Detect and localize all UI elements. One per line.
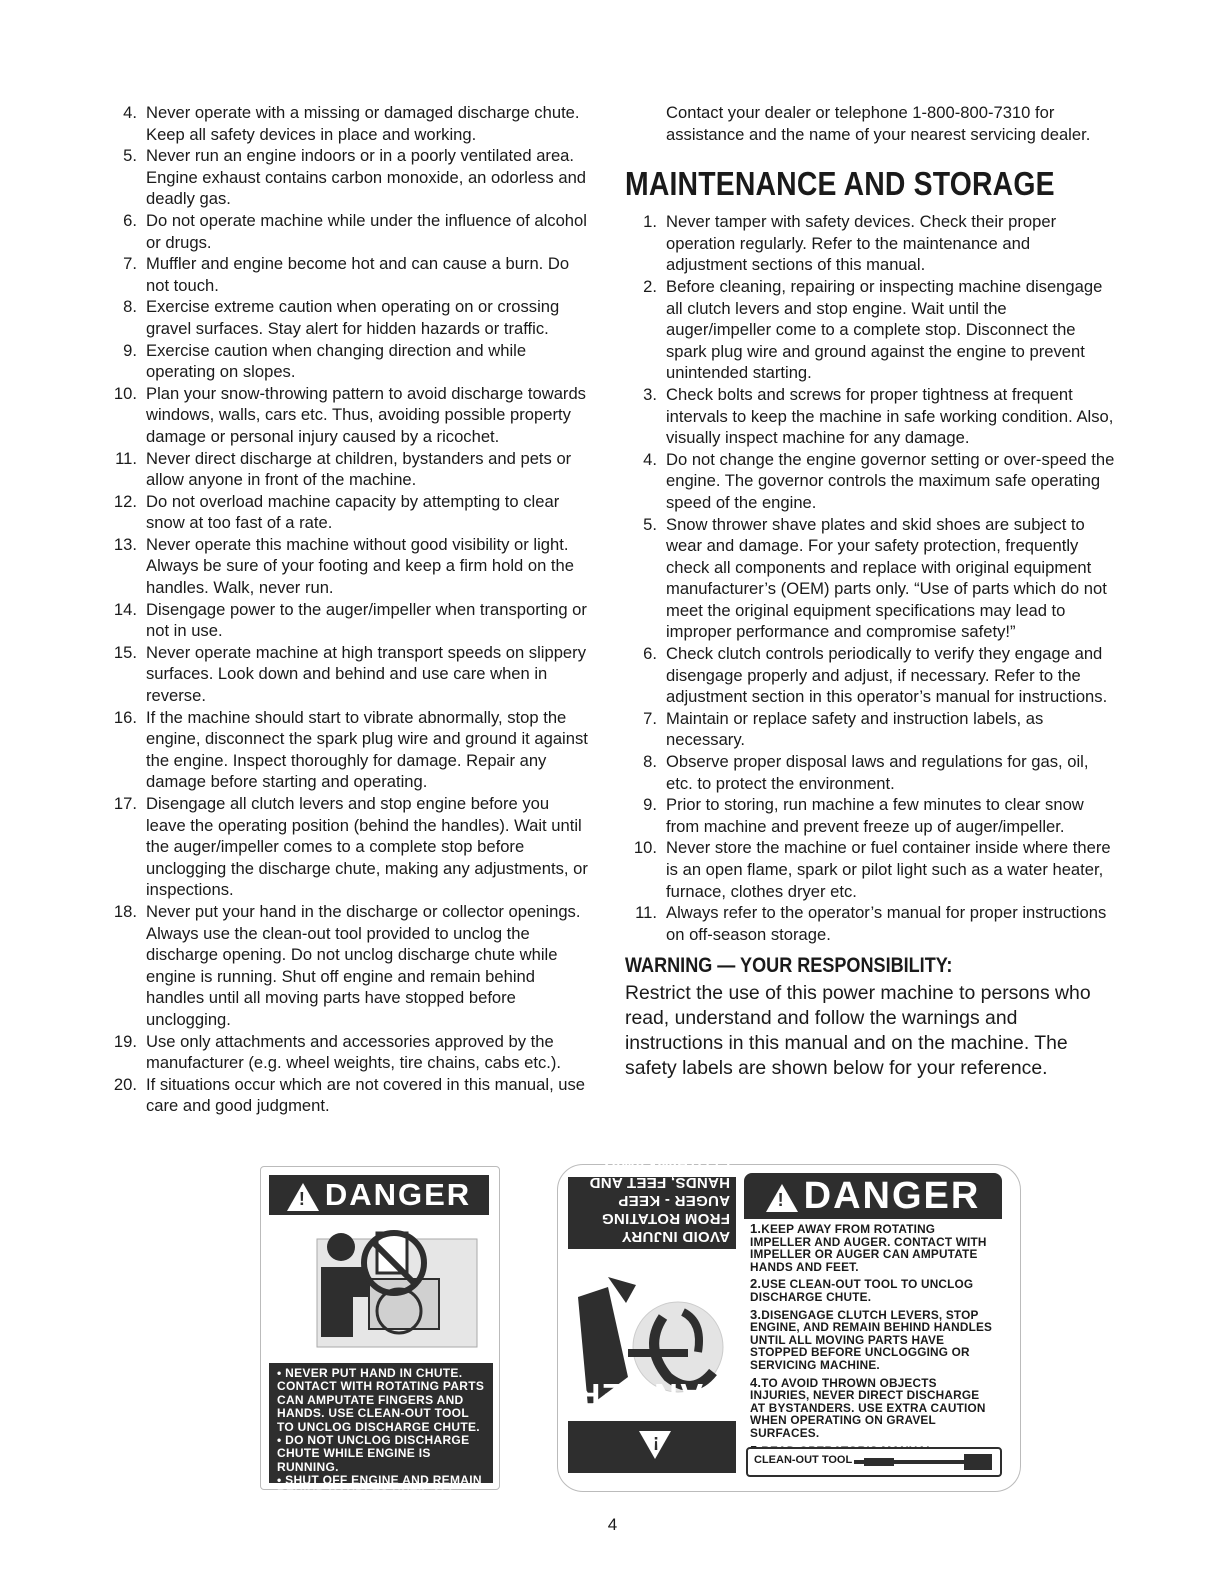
list-item-text: Check clutch controls periodically to verify they engage and disengage properly and adjust, if necessary. Refer to the adjustment section in this operator’s manual for instructions. — [666, 644, 1108, 707]
list-item-number: 5. — [643, 514, 657, 534]
list-item-number: 12. — [113, 491, 137, 511]
label-left-instructions — [269, 1363, 493, 1528]
list-item-text: Plan your snow-throwing pattern to avoid discharge towards windows, walls, cars etc. Thus, avoiding possible property damage or personal injury caused by a ricochet. — [146, 383, 586, 446]
danger-label-chute — [260, 1166, 500, 1528]
warning-heading: WARNING — YOUR RESPONSIBILITY: — [625, 954, 953, 978]
list-item-number: 10. — [113, 383, 137, 403]
list-item-text: Exercise caution when changing direction and while operating on slopes. — [146, 340, 527, 382]
clean-out-tool-label: CLEAN-OUT TOOL — [754, 1454, 853, 1466]
list-item — [105, 253, 593, 296]
list-item — [105, 296, 593, 339]
danger-banner: ! DANGER — [269, 1175, 489, 1215]
list-item-text: Exercise extreme caution when operating on or crossing gravel surfaces. Stay alert for hidden hazards or traffic. — [146, 297, 560, 338]
list-item-text: Before cleaning, repairing or inspecting machine disengage all clutch levers and stop engine. Wait until the auger/impeller come to a complete stop. Disconnect the spark plug wire and ground against the engine to prevent unintended starting. — [666, 276, 1103, 383]
list-item-number: 13. — [113, 534, 137, 554]
list-item-number: 16. — [113, 707, 137, 727]
safety-rules-list — [105, 102, 593, 1117]
list-item-number: 11. — [635, 903, 657, 923]
list-item — [625, 276, 1115, 384]
list-item-text: Always refer to the operator’s manual for proper instructions on off-season storage. — [666, 903, 1107, 944]
clean-out-tool-box — [746, 1447, 1002, 1477]
list-item — [625, 751, 1115, 794]
list-item — [625, 514, 1115, 644]
list-item — [625, 211, 1115, 276]
list-item-text: Never run an engine indoors or in a poorly ventilated area. Engine exhaust contains carbon monoxide, an odorless and deadly gas. — [146, 146, 587, 209]
list-item-text: Never put your hand in the discharge or collector openings. Always use the clean-out tool provided to unclog the discharge opening. Do not unclog discharge chute while engine is running. Shut off engine and remain behind handles until all moving parts have stopped before unclogging. — [146, 901, 581, 1029]
label-right-item: 2.USE CLEAN-OUT TOOL TO UNCLOG DISCHARGE CHUTE. — [750, 1276, 974, 1304]
label-left-bullet: • NEVER PUT HAND IN CHUTE. CONTACT WITH ROTATING PARTS CAN AMPUTATE FINGERS AND HANDS. USE CLEAN-OUT TOOL TO UNCLOG DISCHARGE CHUTE. — [277, 1366, 485, 1434]
list-item-number: 7. — [643, 708, 657, 728]
list-item-text: Disengage power to the auger/impeller when transporting or not in use. — [146, 599, 587, 641]
label-right-item: 1.KEEP AWAY FROM ROTATING IMPELLER AND AUGER. CONTACT WITH IMPELLER OR AUGER CAN AMPUTATE HANDS AND FEET. — [750, 1221, 987, 1274]
list-item-number: 19. — [113, 1031, 137, 1051]
list-item — [625, 643, 1115, 708]
hand-in-chute-pictogram — [269, 1219, 491, 1359]
dealer-contact-text: Contact your dealer or telephone 1-800-800-7310 for assistance and the name of your nearest servicing dealer. — [666, 103, 1091, 144]
list-item-text: Do not operate machine while under the influence of alcohol or drugs. — [146, 210, 587, 252]
list-item-number: 3. — [643, 384, 657, 404]
right-column — [625, 102, 1115, 1081]
list-item-text: Never tamper with safety devices. Check their proper operation regularly. Refer to the maintenance and adjustment sections of this manual. — [666, 212, 1057, 275]
list-item — [105, 599, 593, 642]
list-item — [105, 642, 593, 707]
list-item — [105, 707, 593, 793]
list-item — [625, 384, 1115, 449]
list-item-number: 1. — [643, 212, 657, 232]
warning-triangle-icon: ! — [287, 1183, 319, 1211]
list-item — [105, 102, 593, 145]
label-right-item: 4.TO AVOID THROWN OBJECTS INJURIES, NEVER DIRECT DISCHARGE AT BYSTANDERS. USE EXTRA CAUTION WHEN OPERATING ON GRAVEL SURFACES. — [750, 1374, 986, 1440]
list-item — [105, 491, 593, 534]
list-item-text: Do not change the engine governor setting or over-speed the engine. The governor controls the maximum safe operating speed of the engine. — [666, 449, 1115, 512]
list-item-text: Maintain or replace safety and instruction labels, as necessary. — [666, 708, 1044, 750]
danger-banner: ! DANGER — [744, 1173, 1002, 1219]
list-item-number: 4. — [123, 103, 137, 122]
list-item-text: Prior to storing, run machine a few minutes to clear snow from machine and prevent freeze up of auger/impeller. — [666, 795, 1084, 836]
list-item-number: 15. — [113, 642, 137, 662]
list-item-number: 5. — [123, 146, 137, 166]
list-item-number: 6. — [643, 644, 657, 664]
list-item-text: If situations occur which are not covered in this manual, use care and good judgment. — [146, 1074, 586, 1116]
list-item-number: 9. — [643, 795, 657, 815]
list-item — [105, 1031, 593, 1074]
danger-label-auger — [557, 1156, 1021, 1492]
label-left-bullet: • DO NOT UNCLOG DISCHARGE CHUTE WHILE ENGINE IS RUNNING. — [277, 1433, 470, 1474]
list-item — [105, 210, 593, 253]
inverted-warning-text: AVOID INJURY FROM ROTATING AUGER - KEEP HANDS, FEET AND CLOTHING AWAY. — [568, 1177, 736, 1249]
list-item-text: If the machine should start to vibrate abnormally, stop the engine, disconnect the spark plug wire and ground it against the engine. Inspect thoroughly for damage. Repair any damage before starting and operating. — [146, 707, 588, 792]
list-item-number: 20. — [113, 1074, 137, 1094]
page-number: 4 — [607, 1515, 618, 1534]
list-item-number: 8. — [643, 752, 657, 772]
list-item-text: Disengage all clutch levers and stop engine before you leave the operating position (behind the handles). Wait until the auger/impeller comes to a complete stop before unclogging the discharge chute, making any adjustments, or inspections. — [146, 794, 588, 900]
list-item-text: Never operate this machine without good visibility or light. Always be sure of your footing and keep a firm hold on the handles. Walk, never run. — [146, 534, 575, 598]
list-item — [105, 901, 593, 1031]
list-item-text: Never operate machine at high transport speeds on slippery surfaces. Look down and behind and use care when in reverse. — [146, 642, 586, 706]
left-column — [105, 102, 593, 1117]
list-item-number: 2. — [643, 276, 657, 296]
list-item — [105, 340, 593, 383]
list-item-number: 14. — [113, 599, 137, 619]
list-item-text: Never store the machine or fuel container inside where there is an open flame, spark or pilot light such as a water heater, furnace, clothes dryer etc. — [666, 838, 1111, 901]
inverted-danger-banner: ! DANGER — [568, 1421, 736, 1473]
list-item-number: 10. — [633, 838, 657, 858]
list-item-number: 11. — [115, 448, 137, 468]
list-item-text: Do not overload machine capacity by attempting to clear snow at too fast of a rate. — [146, 491, 560, 533]
list-item — [105, 534, 593, 599]
list-item-text: Observe proper disposal laws and regulations for gas, oil, etc. to protect the environment. — [666, 752, 1089, 793]
list-item — [105, 383, 593, 448]
list-item-number: 9. — [123, 340, 137, 360]
warning-triangle-icon: ! — [766, 1184, 798, 1212]
list-item — [625, 708, 1115, 751]
list-item-number: 7. — [123, 254, 137, 274]
clean-out-tool-icon — [854, 1452, 994, 1472]
label-left-bullet: • SHUT OFF ENGINE AND REMAIN BEHIND HANDLES UNTIL ALL MOVING PARTS HAVE STOPPED BEFORE UNCLOGGING. — [277, 1473, 482, 1528]
list-item-text: Check bolts and screws for proper tightness at frequent intervals to keep the machine in safe working condition. Also, visually inspect machine for any damage. — [666, 384, 1114, 448]
warning-triangle-icon: ! — [639, 1431, 671, 1459]
list-item-text: Muffler and engine become hot and can cause a burn. Do not touch. — [146, 254, 570, 295]
label-right-instructions — [750, 1223, 994, 1462]
list-item-text: Use only attachments and accessories approved by the manufacturer (e.g. wheel weights, tire chains, cabs etc.). — [146, 1031, 562, 1073]
list-item-number: 17. — [113, 794, 137, 813]
label-right-item: 3.DISENGAGE CLUTCH LEVERS, STOP ENGINE, AND REMAIN BEHIND HANDLES UNTIL ALL MOVING PARTS HAVE STOPPED BEFORE UNCLOGGING OR SERVICING MACHINE. — [750, 1306, 993, 1372]
list-item — [105, 793, 593, 901]
list-item-number: 6. — [123, 210, 137, 230]
list-item-text: Snow thrower shave plates and skid shoes are subject to wear and damage. For your safety protection, frequently check all components and replace with original equipment manufacturer’s (OEM) parts only. “Use of parts which do not meet the original equipment specifications may lead to improper performance and compromise safety!” — [666, 514, 1107, 642]
list-item-number: 18. — [113, 901, 137, 921]
list-item-text: Never operate with a missing or damaged discharge chute. Keep all safety devices in place and working. — [146, 103, 580, 144]
list-item — [625, 449, 1115, 514]
list-item-number: 8. — [123, 297, 137, 317]
list-item-text: Never direct discharge at children, bystanders and pets or allow anyone in front of the machine. — [146, 448, 572, 490]
list-item — [105, 448, 593, 491]
maintenance-list — [625, 211, 1115, 945]
list-item-number: 4. — [643, 449, 657, 469]
list-item — [625, 837, 1115, 902]
list-item — [105, 1074, 593, 1117]
warning-text: Restrict the use of this power machine to persons who read, understand and follow the warnings and instructions in this manual and on the machine. The safety labels are shown below for your reference. — [625, 982, 1091, 1080]
maintenance-heading: MAINTENANCE AND STORAGE — [625, 165, 1055, 203]
list-item — [105, 145, 593, 210]
list-item — [625, 794, 1115, 837]
list-item — [625, 902, 1115, 945]
